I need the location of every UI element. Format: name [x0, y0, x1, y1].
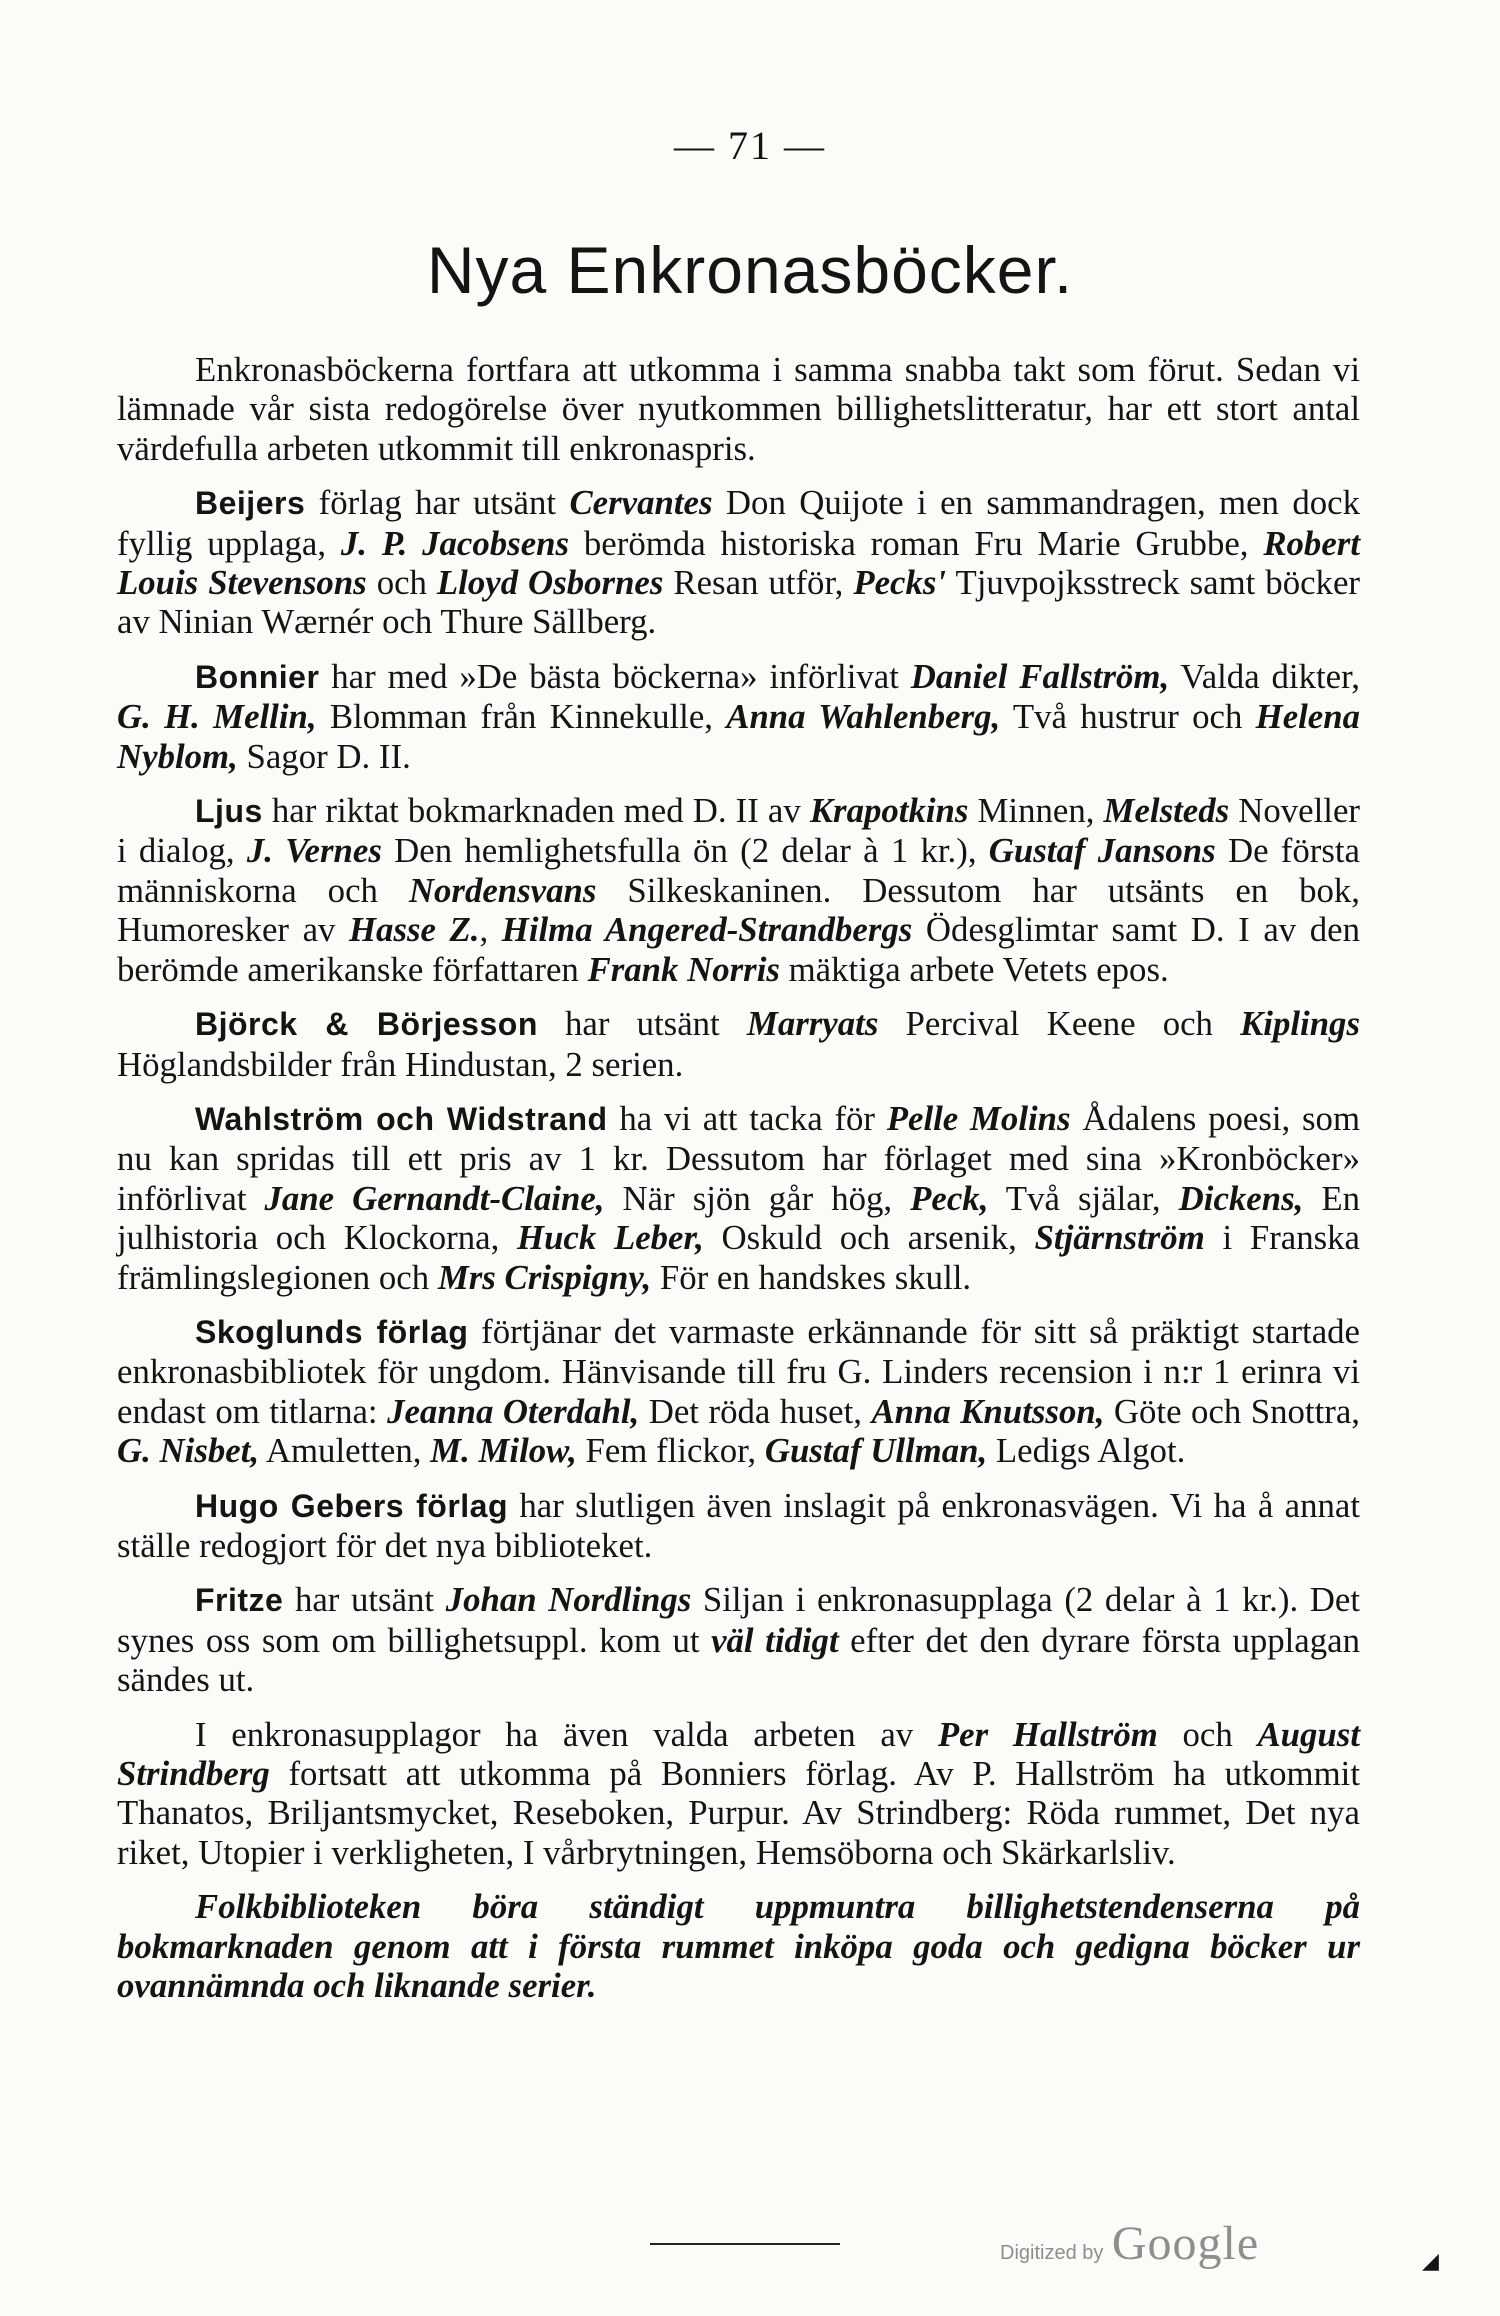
article-body: [117, 350, 1360, 2020]
text-run: De första människorna och: [117, 831, 1361, 910]
digitization-watermark: [1000, 2216, 1259, 2271]
text-run: har slutligen även inslagit på enkronasvägen. Vi ha å annat ställe redogjort för det nya biblioteket.: [117, 1485, 1361, 1565]
paragraph: [117, 791, 1360, 989]
author-name: Mrs Crispigny,: [437, 1257, 652, 1297]
page-title: Nya Enkronasböcker.: [426, 233, 1074, 307]
author-name: Hilma Angered-Strandbergs: [501, 910, 913, 950]
author-name: Peck,: [910, 1178, 989, 1218]
publisher-name: Ljus: [195, 793, 263, 830]
paragraph: [117, 657, 1360, 776]
author-name: J. P. Jacobsens: [340, 523, 570, 563]
text-run: För en handskes skull.: [651, 1257, 972, 1297]
text-run: I enkronasupplagor ha även valda arbeten av: [195, 1714, 938, 1754]
text-run: i Franska främlingslegionen och: [117, 1218, 1361, 1297]
publisher-name: Fritze: [195, 1582, 284, 1619]
text-run: Sagor D. II.: [237, 736, 411, 776]
author-name: Jeanna Oterdahl,: [387, 1391, 640, 1431]
text-run: Ödesglimtar samt D. I av den berömde amerikanske författaren: [117, 910, 1360, 989]
author-name: Nordensvans: [408, 870, 597, 910]
publisher-name: Bonnier: [195, 658, 320, 695]
text-run: har utsänt: [537, 1004, 747, 1044]
text-run: Percival Keene och: [878, 1004, 1241, 1044]
author-name: Dickens,: [1178, 1178, 1304, 1218]
digitized-by-text: Digitized by: [1000, 2242, 1104, 2264]
text-run: Silkeskaninen. Dessutom har utsänts en bok, Humoresker av: [117, 870, 1360, 950]
text-run: Siljan i enkronasupplaga (2 delar à 1 kr.). Det synes oss som om billighetsuppl. kom ut: [117, 1580, 1361, 1660]
text-run: förtjänar det varmaste erkännande för sitt så präktigt startade enkronasbibliotek för ungdom. Hänvisande till fru G. Linders recension i n:r 1 erinra vi endast om titlarna:: [117, 1311, 1360, 1431]
paragraph: [117, 1715, 1360, 1873]
publisher-name: Björck & Börjesson: [195, 1006, 538, 1043]
text-run: När sjön går hög,: [604, 1178, 911, 1218]
paragraph: [117, 1486, 1360, 1566]
text-run: Minnen,: [968, 791, 1104, 831]
text-run: Fem flickor,: [576, 1431, 765, 1471]
text-run: Göte och Snottra,: [1104, 1391, 1361, 1431]
text-run: Tjuvpojksstreck samt böcker av Ninian Wærnér och Thure Sällberg.: [117, 563, 1360, 642]
text-run: förlag har utsänt: [305, 483, 570, 523]
text-run: ha vi att tacka för: [607, 1098, 887, 1138]
closing-paragraph: [117, 1887, 1360, 2005]
author-name: Pecks': [853, 563, 947, 603]
author-name: Frank Norris: [587, 949, 780, 989]
text-run: Två hustrur och: [1000, 697, 1256, 737]
text-run: Don Quijote i en sammandragen, men dock fyllig upplaga,: [117, 483, 1360, 563]
text-run: mäktiga arbete Vetets epos.: [779, 949, 1169, 989]
author-name: Gustaf Jansons: [988, 831, 1216, 871]
text-run: och: [366, 563, 437, 603]
author-name: Stjärnström: [1034, 1218, 1205, 1258]
publisher-name: Beijers: [195, 485, 306, 522]
author-name: Johan Nordlings: [445, 1580, 692, 1620]
text-run: Ledigs Algot.: [987, 1431, 1186, 1471]
author-name: Marryats: [746, 1004, 879, 1044]
author-name: Kiplings: [1240, 1004, 1360, 1044]
text-run: har med »De bästa böckerna» införlivat: [319, 656, 911, 696]
author-name: Melsteds: [1103, 791, 1230, 831]
text-run: Blomman från Kinnekulle,: [316, 697, 727, 737]
text-run: efter det den dyrare första upplagan sändes ut.: [117, 1620, 1360, 1700]
paragraph: [117, 350, 1360, 468]
author-name: Robert Louis Stevensons: [117, 523, 1360, 603]
paragraph: [117, 1312, 1360, 1471]
text-run: En julhistoria och Klockorna,: [117, 1178, 1361, 1258]
author-name: Per Hallström: [937, 1714, 1158, 1754]
author-name: Huck Leber,: [517, 1218, 704, 1258]
paragraph: [117, 483, 1360, 642]
publisher-name: Wahlström och Widstrand: [195, 1100, 608, 1137]
author-name: M. Milow,: [430, 1431, 577, 1471]
author-name: J. Vernes: [246, 831, 382, 871]
text-run: Det röda huset,: [639, 1391, 872, 1431]
text-run: Två själar,: [988, 1178, 1179, 1218]
text-run: Den hemlighetsfulla ön (2 delar à 1 kr.),: [381, 831, 989, 871]
text-run: Ådalens poesi, som nu kan spridas till ett pris av 1 kr. Dessutom har förlaget med sina »Kronböcker» införlivat: [117, 1098, 1361, 1218]
text-run: Oskuld och arsenik,: [703, 1218, 1035, 1258]
text-run: Valda dikter,: [1169, 656, 1361, 696]
text-run: berömda historiska roman Fru Marie Grubbe,: [569, 523, 1264, 563]
text-run: och: [1157, 1714, 1258, 1754]
text-run: Folkbiblioteken böra ständigt uppmuntra billighetstendenserna på bokmarknaden genom att i första rummet inköpa goda och gedigna böcker ur ovannämnda och liknande serier.: [117, 1887, 1360, 2006]
text-run: har utsänt: [283, 1580, 446, 1620]
author-name: Lloyd Osbornes: [436, 563, 664, 603]
publisher-name: Skoglunds förlag: [195, 1313, 469, 1350]
author-name: Pelle Molins: [886, 1098, 1071, 1138]
text-run: Resan utför,: [663, 563, 854, 603]
author-name: Helena Nyblom,: [117, 697, 1360, 776]
author-name: G. H. Mellin,: [117, 697, 317, 737]
google-wordmark: Google: [1111, 2217, 1260, 2270]
corner-mark: ◢: [1422, 2248, 1439, 2273]
paragraph: [117, 1099, 1360, 1297]
author-name: Gustaf Ullman,: [764, 1431, 988, 1471]
text-run: har riktat bokmarknaden med D. II av: [262, 791, 810, 831]
text-run: Amuletten,: [259, 1431, 431, 1471]
author-name: August Strindberg: [117, 1714, 1360, 1793]
author-name: Hasse Z.: [348, 910, 480, 950]
publisher-name: Hugo Gebers förlag: [195, 1487, 509, 1524]
paragraph: [117, 1580, 1360, 1699]
author-name: Anna Wahlenberg,: [726, 697, 1001, 737]
author-name: Anna Knutsson,: [871, 1391, 1105, 1431]
author-name: väl tidigt: [711, 1620, 839, 1660]
text-run: Noveller i dialog,: [117, 791, 1360, 871]
author-name: Daniel Fallström,: [910, 656, 1170, 696]
author-name: Krapotkins: [809, 791, 969, 831]
author-name: Cervantes: [569, 483, 713, 523]
page-number: — 71 —: [674, 123, 826, 168]
paragraph: [117, 1004, 1360, 1084]
author-name: G. Nisbet,: [117, 1431, 260, 1471]
text-run: ,: [479, 910, 502, 950]
author-name: Jane Gernandt-Claine,: [264, 1178, 605, 1218]
text-run: Enkronasböckerna fortfara att utkomma i samma snabba takt som förut. Sedan vi lämnade vår sista redogörelse över nyutkommen billighetslitteratur, har ett stort antal värdefulla arbeten utkommit till enkronaspris.: [117, 350, 1360, 468]
closing-rule: [650, 2243, 840, 2245]
text-run: Höglandsbilder från Hindustan, 2 serien.: [117, 1044, 684, 1084]
text-run: fortsatt att utkomma på Bonniers förlag. Av P. Hallström ha utkommit Thanatos, Briljantsmycket, Reseboken, Purpur. Av Strindberg: Röda rummet, Det nya riket, Utopier i verkligheten, I vårbrytningen, Hemsöborna och Skärkarlsliv.: [117, 1754, 1360, 1872]
